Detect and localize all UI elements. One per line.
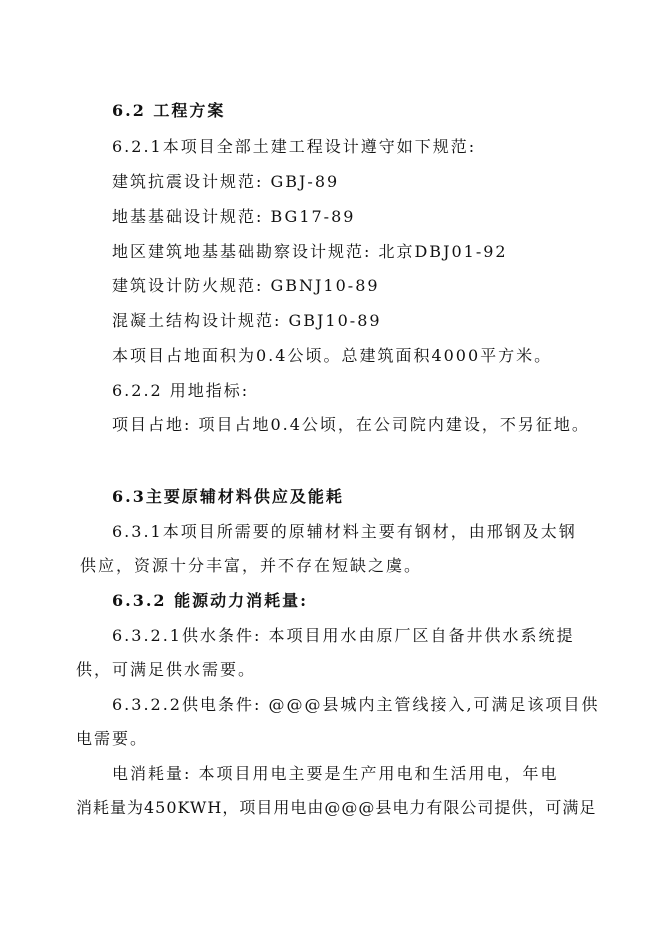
spec-foundation: 地基基础设计规范: BG17-89	[112, 207, 356, 226]
area-paragraph: 本项目占地面积为0.4公顷。总建筑面积4000平方米。	[112, 346, 553, 365]
section-6-3-1-line-2: 供应，资源十分丰富，并不存在短缺之虞。	[80, 556, 423, 575]
spec-concrete: 混凝土结构设计规范: GBJ10-89	[112, 311, 382, 330]
land-use-paragraph: 项目占地: 项目占地0.4公顷，在公司院内建设，不另征地。	[112, 415, 590, 434]
section-6-3-2-heading: 6.3.2 能源动力消耗量:	[112, 591, 309, 610]
spec-fire-protection: 建筑设计防火规范: GBNJ10-89	[112, 276, 380, 295]
power-consumption-line-2: 消耗量为450KWH，项目用电由@@@县电力有限公司提供，可满足	[76, 798, 597, 817]
section-6-3-heading: 6.3主要原辅材料供应及能耗	[112, 487, 344, 506]
section-6-3-1-line-1: 6.3.1本项目所需要的原辅材料主要有钢材，由邢钢及太钢	[112, 522, 577, 541]
section-6-3-2-2-line-1: 6.3.2.2供电条件: @@@县城内主管线接入,可满足该项目供	[112, 695, 600, 714]
spec-regional-survey: 地区建筑地基基础勘察设计规范: 北京DBJ01-92	[112, 242, 508, 261]
section-6-2-heading: 6.2 工程方案	[112, 101, 226, 120]
section-6-2-1-intro: 6.2.1本项目全部土建工程设计遵守如下规范:	[112, 137, 477, 156]
spec-seismic: 建筑抗震设计规范: GBJ-89	[112, 172, 340, 191]
section-6-3-2-1-line-1: 6.3.2.1供水条件: 本项目用水由原厂区自备井供水系统提	[112, 626, 575, 645]
section-6-3-2-2-line-2: 电需要。	[76, 729, 149, 748]
power-consumption-line-1: 电消耗量: 本项目用电主要是生产用电和生活用电，年电	[112, 764, 559, 783]
section-6-2-2-heading: 6.2.2 用地指标:	[112, 381, 250, 400]
section-6-3-2-1-line-2: 供，可满足供水需要。	[76, 660, 257, 679]
